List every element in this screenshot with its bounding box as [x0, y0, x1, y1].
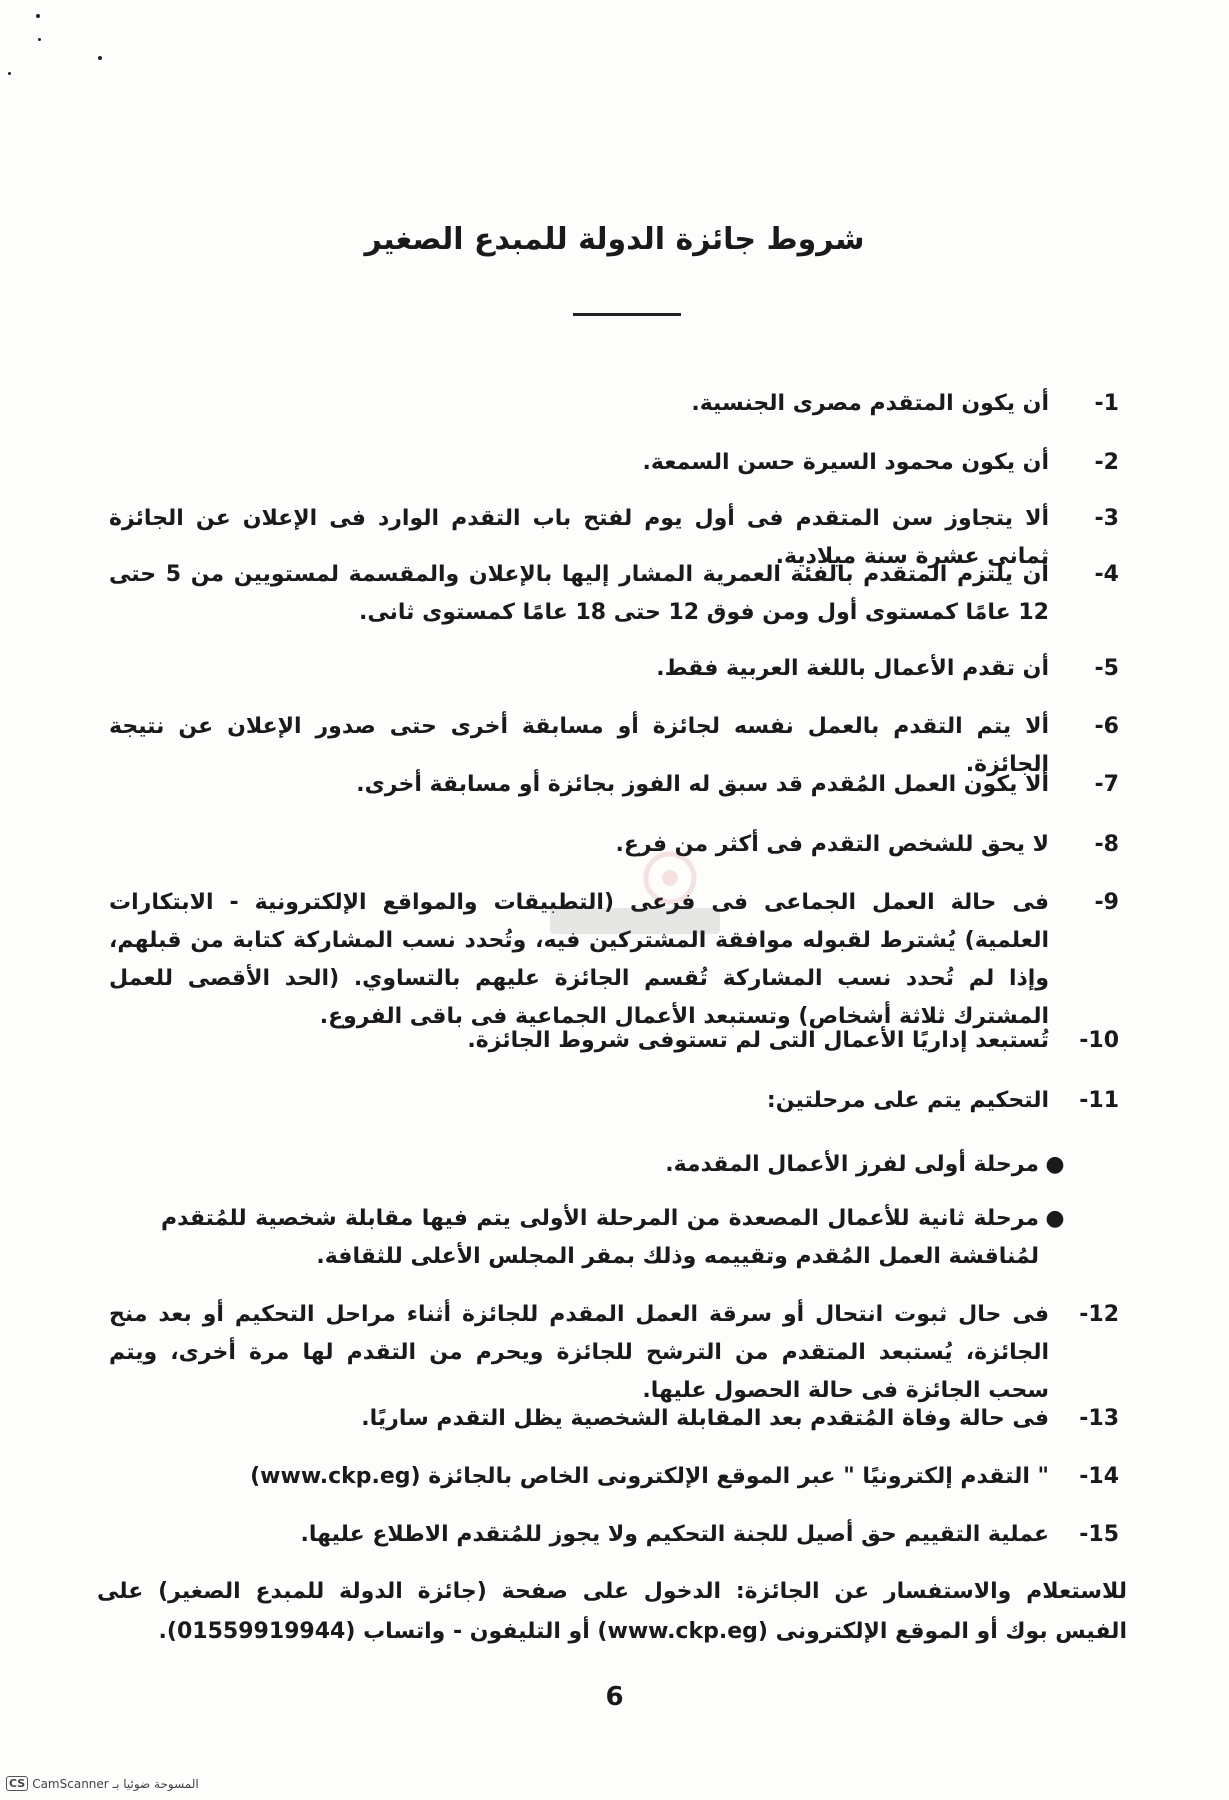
item-text: تُستبعد إداريًا الأعمال التى لم تستوفى شروط الجائزة. [467, 1028, 1049, 1053]
condition-item-9 [109, 884, 1119, 1036]
scan-speck [38, 38, 41, 41]
item-text: فى حال ثبوت انتحال أو سرقة العمل المقدم للجائزة أثناء مراحل التحكيم أو بعد منح الجائزة، يُستبعد المتقدم من الترشح للجائزة ويحرم من التقدم لها مرة أخرى، ويتم سحب الجائزة فى حالة الحصول عليها. [109, 1302, 1049, 1403]
scan-speck [36, 14, 40, 18]
item-number: -12 [1079, 1302, 1119, 1327]
scanner-footer [6, 1776, 199, 1791]
condition-item-7 [109, 766, 1119, 804]
item-number: -13 [1079, 1406, 1119, 1431]
item-number: -14 [1079, 1464, 1119, 1489]
item-text: فى حالة وفاة المُتقدم بعد المقابلة الشخصية يظل التقدم ساريًا. [361, 1406, 1049, 1431]
page-number: 6 [605, 1682, 624, 1712]
item-text: التحكيم يتم على مرحلتين: [766, 1088, 1049, 1113]
item-text: ألا يكون العمل المُقدم قد سبق له الفوز بجائزة أو مسابقة أخرى. [356, 772, 1049, 797]
item-number: -3 [1094, 506, 1119, 531]
bullet-dot: ● [1045, 1152, 1065, 1177]
item-text: فى حالة العمل الجماعى فى فرعى (التطبيقات والمواقع الإلكترونية - الابتكارات العلمية) يُشترط لقبوله موافقة المشتركين فيه، وتُحدد نسب المشاركة كتابة من قبلهم، وإذا لم تُحدد نسب المشاركة تُقسم الجائزة عليهم بالتساوي. (الحد الأقصى للعمل المشترك ثلاثة أشخاص) وتستبعد الأعمال الجماعية فى باقى الفروع. [109, 890, 1049, 1029]
condition-item-11 [109, 1082, 1119, 1120]
condition-item-10 [109, 1022, 1119, 1060]
contact-paragraph: للاستعلام والاستفسار عن الجائزة: الدخول على صفحة (جائزة الدولة للمبدع الصغير) على الفيس بوك أو الموقع الإلكترونى (www.ckp.eg) أو التليفون - واتساب (01559919944). [97, 1579, 1127, 1644]
item-text: أن يكون محمود السيرة حسن السمعة. [642, 450, 1049, 475]
item-number: -4 [1094, 562, 1119, 587]
item-number: -2 [1094, 450, 1119, 475]
condition-item-13 [109, 1400, 1119, 1438]
condition-item-2 [109, 444, 1119, 482]
scan-speck [8, 72, 11, 75]
item-number: -6 [1094, 714, 1119, 739]
bullet-text: مرحلة ثانية للأعمال المصعدة من المرحلة الأولى يتم فيها مقابلة شخصية للمُتقدم لمُناقشة العمل المُقدم وتقييمه وذلك بمقر المجلس الأعلى للثقافة. [161, 1206, 1039, 1269]
condition-item-4 [109, 556, 1119, 632]
item-number: -11 [1079, 1088, 1119, 1113]
stage-bullet-1 [161, 1146, 1071, 1184]
condition-item-14 [109, 1458, 1119, 1496]
item-text: عملية التقييم حق أصيل للجنة التحكيم ولا يجوز للمُتقدم الاطلاع عليها. [300, 1522, 1049, 1547]
stage-bullet-2 [161, 1200, 1071, 1276]
item-number: -8 [1094, 832, 1119, 857]
item-text: أن يلتزم المتقدم بالفئة العمرية المشار إليها بالإعلان والمقسمة لمستويين من 5 حتى 12 عامًا كمستوى أول ومن فوق 12 حتى 18 عامًا كمستوى ثانى. [109, 562, 1049, 625]
bullet-text: مرحلة أولى لفرز الأعمال المقدمة. [665, 1152, 1039, 1177]
condition-item-1 [109, 385, 1119, 423]
item-text: أن يكون المتقدم مصرى الجنسية. [691, 391, 1049, 416]
document-title: شروط جائزة الدولة للمبدع الصغير [364, 222, 865, 257]
item-text: أن تقدم الأعمال باللغة العربية فقط. [656, 656, 1049, 681]
item-text: لا يحق للشخص التقدم فى أكثر من فرع. [615, 832, 1049, 857]
title-underline [573, 313, 681, 316]
condition-item-5 [109, 650, 1119, 688]
condition-item-15 [109, 1516, 1119, 1554]
condition-item-8 [109, 826, 1119, 864]
item-number: -10 [1079, 1028, 1119, 1053]
item-number: -1 [1094, 391, 1119, 416]
camscanner-icon: CS [6, 1776, 28, 1791]
bullet-dot: ● [1045, 1206, 1065, 1231]
scan-speck [98, 56, 102, 60]
item-number: -5 [1094, 656, 1119, 681]
scanner-footer-text: CamScanner المسوحة ضوئيا بـ [32, 1776, 199, 1791]
item-text: ألا يتجاوز سن المتقدم فى أول يوم لفتح باب التقدم الوارد فى الإعلان عن الجائزة ثمانى عشرة سنة ميلادية. [109, 506, 1049, 569]
item-number: -9 [1094, 890, 1119, 915]
condition-item-12 [109, 1296, 1119, 1410]
item-number: -15 [1079, 1522, 1119, 1547]
item-number: -7 [1094, 772, 1119, 797]
item-text: " التقدم إلكترونيًا " عبر الموقع الإلكترونى الخاص بالجائزة (www.ckp.eg) [250, 1464, 1049, 1489]
item-text: ألا يتم التقدم بالعمل نفسه لجائزة أو مسابقة أخرى حتى صدور الإعلان عن نتيجة الجائزة. [109, 714, 1049, 777]
